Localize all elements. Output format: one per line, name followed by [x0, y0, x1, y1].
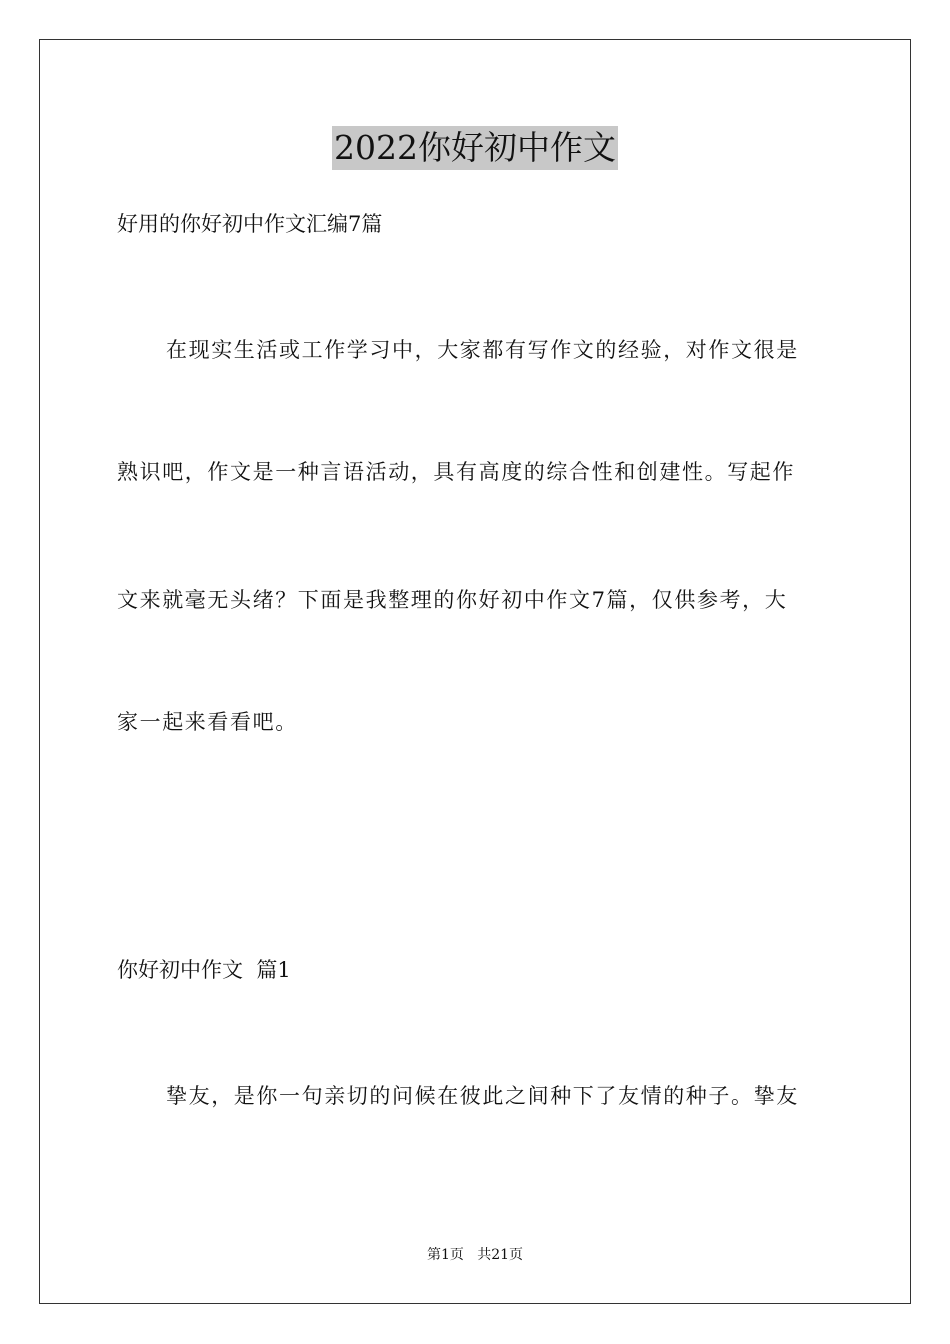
title-container [0, 126, 950, 170]
intro-line-2: 熟识吧，作文是一种言语活动，具有高度的综合性和创建性。写起作 [117, 460, 795, 484]
page-footer: 第1页 共21页 [426, 1247, 524, 1263]
intro-line-4: 家一起来看看吧。 [117, 710, 298, 734]
document-title: 2022你好初中作文 [332, 126, 618, 170]
document-subtitle: 好用的你好初中作文汇编7篇 [117, 212, 383, 236]
section-line-1: 挚友，是你一句亲切的问候在彼此之间种下了友情的种子。挚友 [166, 1084, 799, 1108]
intro-line-1: 在现实生活或工作学习中，大家都有写作文的经验，对作文很是 [166, 338, 799, 362]
section-heading: 你好初中作文 篇1 [117, 958, 291, 982]
intro-line-3: 文来就毫无头绪？下面是我整理的你好初中作文7篇，仅供参考，大 [117, 588, 788, 612]
